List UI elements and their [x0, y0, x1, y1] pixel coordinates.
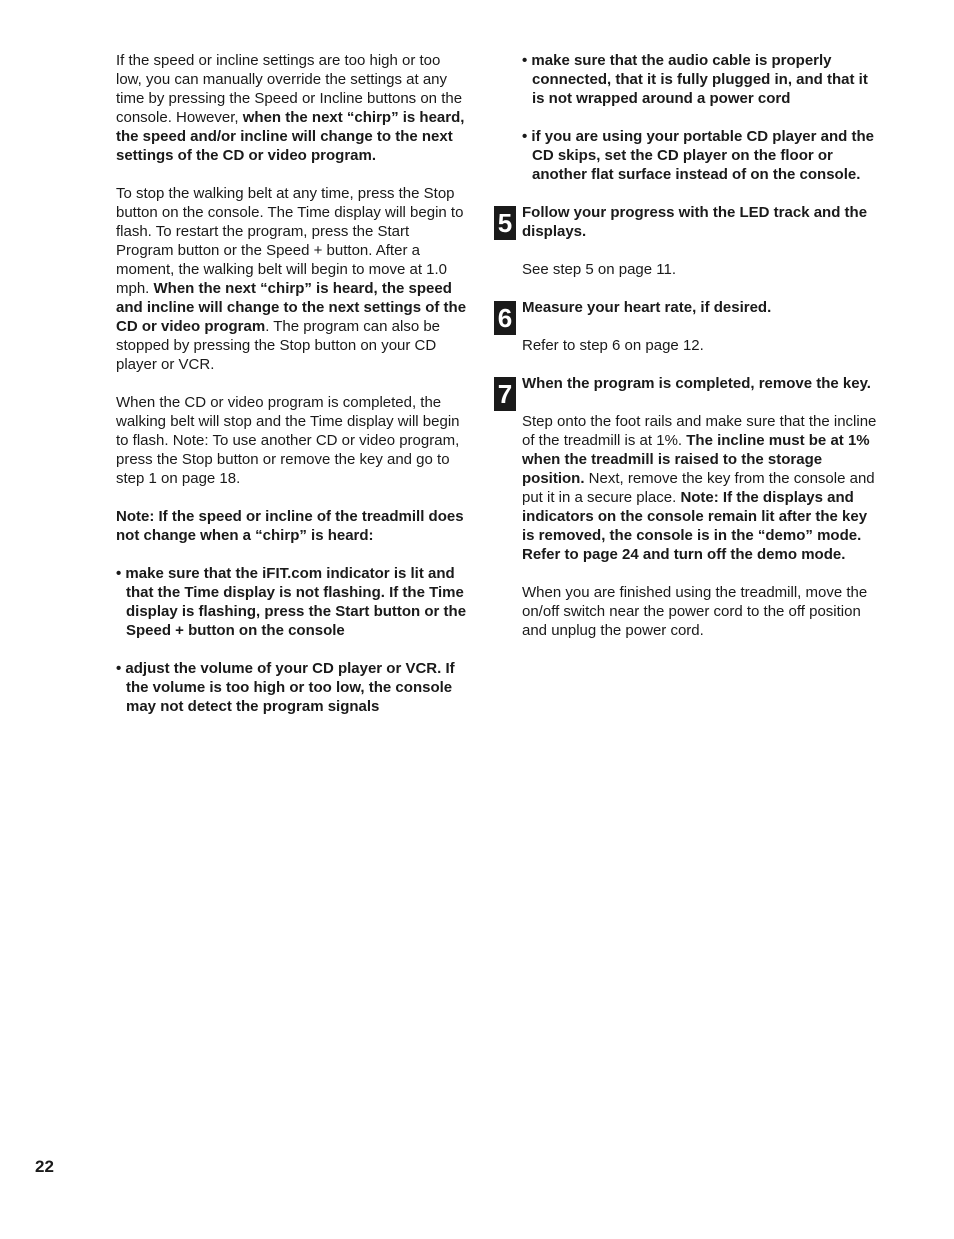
step-7-heading: [494, 374, 878, 409]
paragraph-stop-belt-text-b: . The program can also be stopped by pressing the Stop button on your CD player or VCR.: [116, 318, 441, 373]
page-number: 22: [35, 1157, 54, 1176]
step-7-body: [522, 412, 878, 564]
paragraph-program-completed: When the CD or video program is completed, the walking belt will stop and the Time display will begin to flash. Note: To use another CD or video program, press the Stop button or remove the key and go to step 1 on page 18.: [116, 394, 460, 487]
paragraph-override: [116, 51, 468, 165]
step-number-badge: 5: [494, 206, 516, 240]
paragraph-stop-belt: [116, 184, 468, 374]
right-column: [494, 51, 878, 659]
note-heading: [116, 507, 468, 545]
step-7-heading-text: When the program is completed, remove the key.: [522, 375, 871, 392]
step-5-heading-text: Follow your progress with the LED track and the displays.: [522, 204, 868, 240]
step-7-body-text-a: Step onto the foot rails and make sure that the incline of the treadmill is at 1%.: [522, 413, 877, 449]
paragraph-stop-belt-bold: When the next “chirp” is heard, the speed and incline will change to the next settings of the CD or video program: [116, 280, 467, 335]
paragraph-stop-belt-text-a: To stop the walking belt at any time, press the Stop button on the console. The Time display will begin to flash. To restart the program, press the Start Program button or the Speed + button. After a moment, the walking belt will begin to move at 1.0 mph.: [116, 185, 464, 297]
step-6-body: Refer to step 6 on page 12.: [522, 337, 704, 354]
step-6-heading: [494, 298, 878, 333]
step-5-body: See step 5 on page 11.: [522, 261, 677, 278]
step-7-body-finish: When you are finished using the treadmill, move the on/off switch near the power cord to the off position and unplug the power cord.: [522, 584, 868, 639]
step-7-body-bold-a: The incline must be at 1% when the treadmill is raised to the storage position.: [522, 432, 870, 487]
bullet-item: • adjust the volume of your CD player or VCR. If the volume is too high or too low, the console may not detect the program signals: [116, 660, 455, 715]
paragraph-override-text: If the speed or incline settings are too high or too low, you can manually override the settings at any time by pressing the Speed or Incline buttons on the console. However,: [116, 52, 463, 126]
step-number-badge: 7: [494, 377, 516, 411]
paragraph-override-bold: when the next “chirp” is heard, the speed and/or incline will change to the next settings of the CD or video program.: [116, 109, 465, 164]
bullet-item: • make sure that the audio cable is properly connected, that it is fully plugged in, and that it is not wrapped around a power cord: [522, 52, 868, 107]
step-7-body-bold-b: Note: If the displays and indicators on the console remain lit after the key is removed, the console is in the “demo” mode. Refer to page 24 and turn off the demo mode.: [522, 489, 868, 563]
step-7-body-text-b: Next, remove the key from the console and put it in a secure place.: [522, 470, 875, 506]
bullet-item: • make sure that the iFIT.com indicator is lit and that the Time display is not flashing. If the Time display is flashing, press the Start button or the Speed + button on the console: [116, 565, 467, 639]
step-5-heading: [494, 203, 878, 241]
step-6-heading-text: Measure your heart rate, if desired.: [522, 299, 772, 316]
step-number-badge: 6: [494, 301, 516, 335]
left-column: [116, 51, 468, 735]
bullet-item: • if you are using your portable CD player and the CD skips, set the CD player on the floor or another flat surface instead of on the console.: [522, 128, 874, 183]
note-heading-text: Note: If the speed or incline of the treadmill does not change when a “chirp” is heard:: [116, 508, 464, 544]
